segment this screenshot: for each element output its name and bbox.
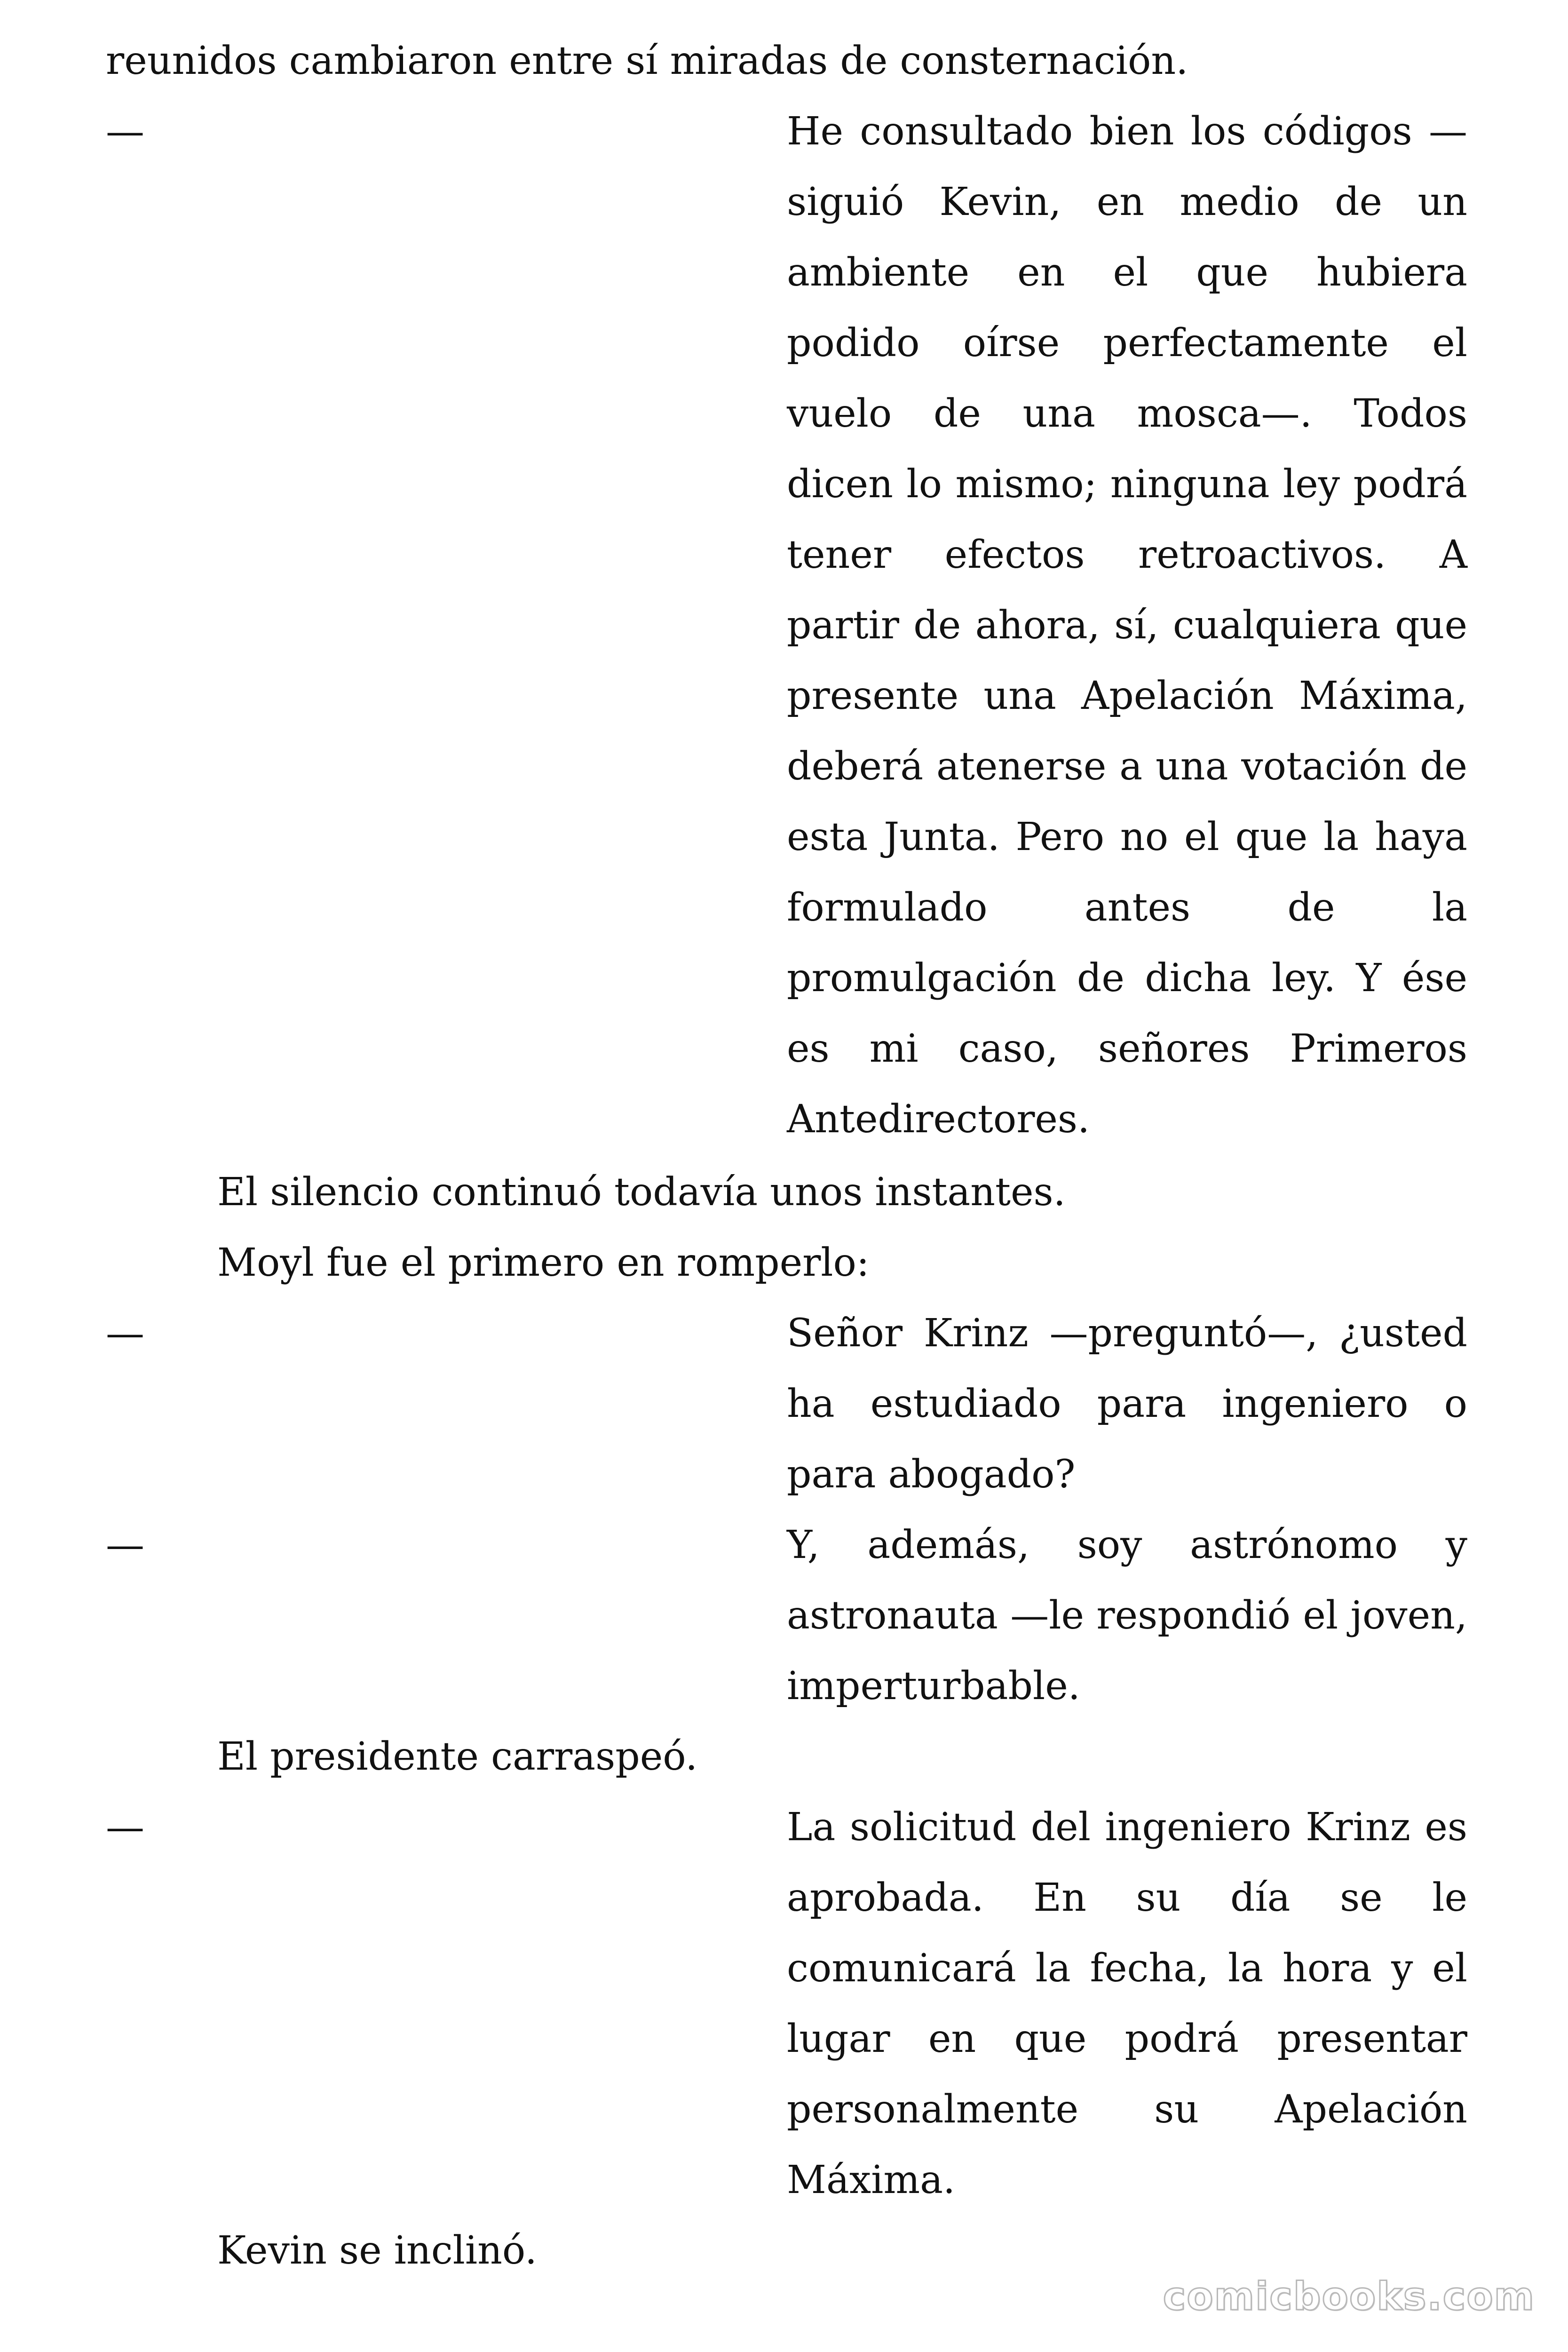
dialogue-president-ruling: La solicitud del ingeniero Krinz es aprobada. En su día se le comunicará la fecha, la hora y el lugar en que podrá presentar personalmente su Apelación Máxima. <box>787 1805 1467 2202</box>
dialogue-dash: — <box>106 1805 144 1850</box>
dialogue-moyl-question: Señor Krinz —preguntó—, ¿usted ha estudiado para ingeniero o para abogado? <box>787 1311 1467 1497</box>
paragraph-moyl: Moyl fue el primero en romperlo: <box>217 1240 870 1285</box>
paragraph-president: El presidente carraspeó. <box>217 1734 698 1779</box>
paragraph-silence: El silencio continuó todavía unos instantes. <box>217 1170 1066 1215</box>
dialogue-dash: — <box>106 1311 144 1356</box>
paragraph-continuation: reunidos cambiaron entre sí miradas de consternación. <box>106 39 1188 83</box>
paragraph-kevin-bows: Kevin se inclinó. <box>217 2228 537 2273</box>
dialogue-kevin-codes: He consultado bien los códigos —siguió Kevin, en medio de un ambiente en el que hubiera podido oírse perfectamente el vuelo de una mosca—. Todos dicen lo mismo; ninguna ley podrá tener efectos retroactivos. A partir de ahora, sí, cualquiera que presente una Apelación Máxima, deberá atenerse a una votación de esta Junta. Pero no el que la haya formulado antes de la promulgación de dicha ley. Y ése es mi caso, señores Primeros Antedirectores. <box>787 109 1467 1142</box>
dialogue-kevin-answer: Y, además, soy astrónomo y astronauta —le respondió el joven, imperturbable. <box>787 1523 1467 1708</box>
dialogue-dash: — <box>106 109 144 154</box>
dialogue-dash: — <box>106 1523 144 1567</box>
watermark-logo: comicbooks.com <box>1163 2274 1535 2319</box>
